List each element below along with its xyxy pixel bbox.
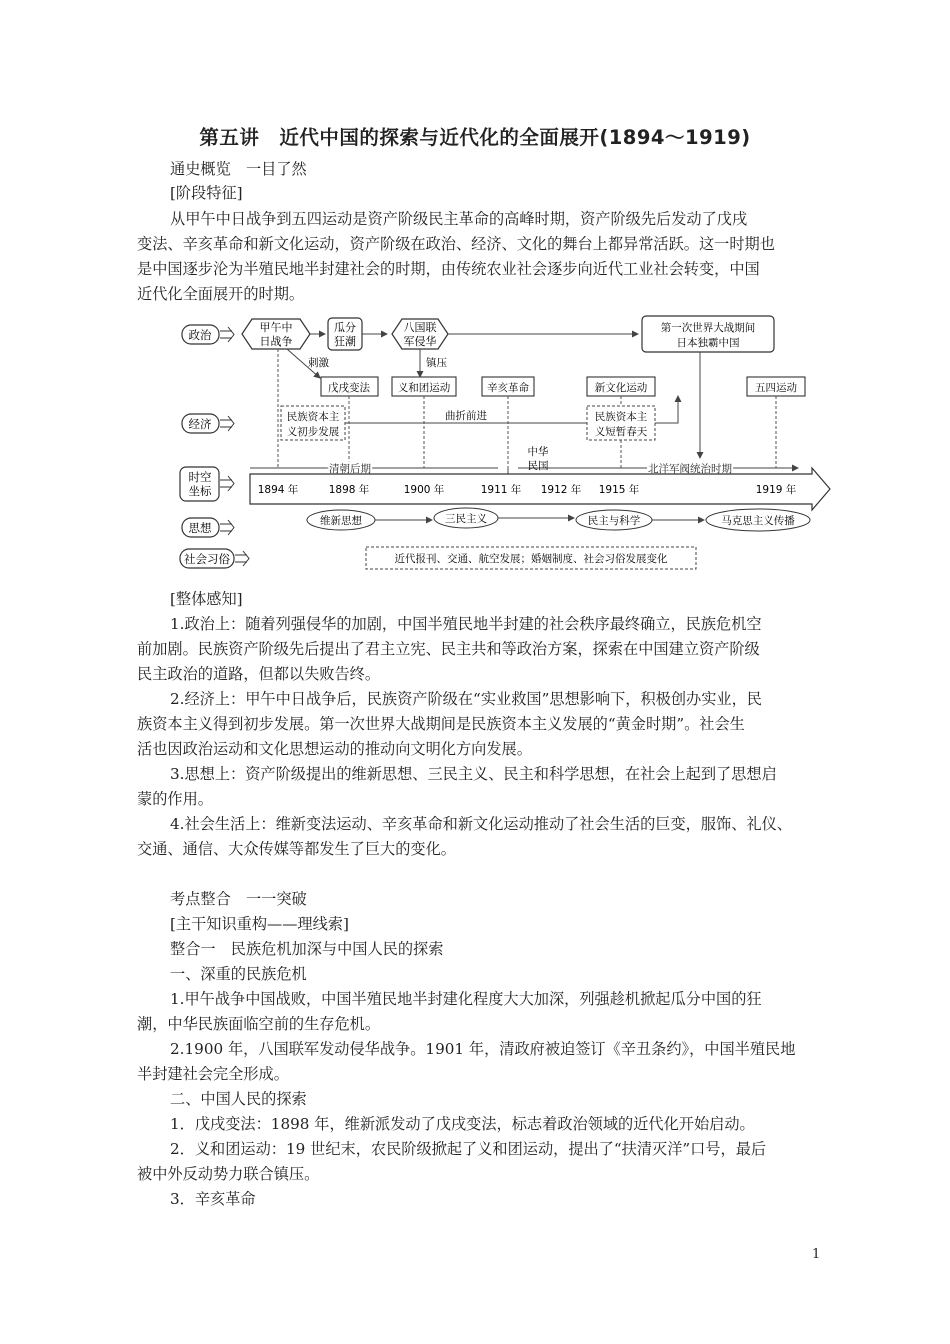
social-change-text: 近代报刊、交通、航空发展；婚姻制度、社会习俗发展变化 xyxy=(394,553,668,565)
point-heading: 二、中国人民的探索 xyxy=(170,1090,307,1108)
overall-line: 3.思想上：资产阶级提出的维新思想、三民主义、民主和科学思想，在社会上起到了思想启 xyxy=(170,765,777,783)
body-line: 2.1900 年，八国联军发动侵华战争。1901 年，清政府被迫签订《辛丑条约》，中国半殖民地 xyxy=(170,1040,796,1058)
body-line: 1．戊戌变法：1898 年，维新派发动了戊戌变法，标志着政治领域的近代化开始启动。 xyxy=(170,1115,755,1133)
svg-text:清朝后期: 清朝后期 xyxy=(329,463,371,475)
body-line: 被中外反动势力联合镇压。 xyxy=(137,1165,320,1183)
overall-line: 1.政治上：随着列强侵华的加剧，中国半殖民地半封建的社会秩序最终确立，民族危机空 xyxy=(170,615,762,633)
event-new-culture: 新文化运动 xyxy=(594,382,648,394)
topic-heading: 整合一 民族危机加深与中国人民的探索 xyxy=(170,940,444,958)
svg-text:1912 年: 1912 年 xyxy=(540,484,582,496)
svg-text:1898 年: 1898 年 xyxy=(328,484,370,496)
svg-text:民国: 民国 xyxy=(527,460,549,472)
overall-line: 交通、通信、大众传媒等都发生了巨大的变化。 xyxy=(137,840,456,858)
svg-text:八国联: 八国联 xyxy=(403,321,437,334)
row-label-thought xyxy=(182,518,234,537)
body-line: 潮，中华民族面临空前的生存危机。 xyxy=(137,1015,380,1033)
body-line: 2．义和团运动：19 世纪末，农民阶级掀起了义和团运动，提出了“扶清灭洋”口号，最后 xyxy=(170,1140,767,1158)
svg-text:1915 年: 1915 年 xyxy=(598,484,640,496)
svg-text:1919 年: 1919 年 xyxy=(755,484,797,496)
svg-text:民族资本主: 民族资本主 xyxy=(594,411,648,423)
section-heading: 通史概览 一目了然 xyxy=(170,160,307,178)
svg-text:刺激: 刺激 xyxy=(308,357,329,369)
page-title: 第五讲 近代中国的探索与近代化的全面展开(1894～1919) xyxy=(199,126,751,149)
timeline-diagram xyxy=(170,308,840,576)
svg-text:甲午中: 甲午中 xyxy=(259,321,293,334)
overall-line: 族资本主义得到初步发展。第一次世界大战期间是民族资本主义发展的“黄金时期”。社会生 xyxy=(137,715,745,733)
overall-line: 前加剧。民族资产阶级先后提出了君主立宪、民主共和等政治方案，探索在中国建立资产阶级 xyxy=(137,640,760,658)
subsection-heading: [阶段特征] xyxy=(170,184,243,202)
svg-text:日战争: 日战争 xyxy=(259,335,293,348)
body-line: 3．辛亥革命 xyxy=(170,1190,256,1208)
svg-text:第一次世界大战期间: 第一次世界大战期间 xyxy=(660,322,756,334)
svg-text:1911 年: 1911 年 xyxy=(480,484,522,496)
svg-text:镇压: 镇压 xyxy=(426,357,447,369)
point-heading: 一、深重的民族危机 xyxy=(170,965,307,983)
page-number: 1 xyxy=(812,1247,821,1262)
thought-three-principles: 三民主义 xyxy=(445,513,487,525)
svg-text:思想: 思想 xyxy=(188,521,212,535)
overall-line: 2.经济上：甲午中日战争后，民族资产阶级在“实业救国”思想影响下，积极创办实业，民 xyxy=(170,690,762,708)
overall-heading: [整体感知] xyxy=(170,590,243,608)
svg-text:1894 年: 1894 年 xyxy=(257,484,299,496)
event-xinhai: 辛亥革命 xyxy=(487,382,529,394)
overall-line: 民主政治的道路，但都以失败告终。 xyxy=(137,665,380,683)
event-boxer: 义和团运动 xyxy=(397,382,451,394)
row-label-social xyxy=(180,549,249,568)
svg-text:曲折前进: 曲折前进 xyxy=(445,410,487,422)
svg-text:坐标: 坐标 xyxy=(188,484,212,498)
intro-line: 近代化全面展开的时期。 xyxy=(137,285,305,303)
svg-text:政治: 政治 xyxy=(188,328,212,342)
svg-text:经济: 经济 xyxy=(188,417,212,431)
svg-text:时空: 时空 xyxy=(188,470,212,484)
overall-line: 4.社会生活上：维新变法运动、辛亥革命和新文化运动推动了社会生活的巨变，服饰、礼仪、 xyxy=(170,815,792,833)
body-line: 半封建社会完全形成。 xyxy=(137,1065,289,1083)
thought-reform: 维新思想 xyxy=(320,515,362,527)
body-line: 1.甲午战争中国战败，中国半殖民地半封建化程度大大加深，列强趁机掀起瓜分中国的狂 xyxy=(170,990,762,1008)
thought-democracy-science: 民主与科学 xyxy=(587,515,641,527)
intro-line: 变法、辛亥革命和新文化运动，资产阶级在政治、经济、文化的舞台上都异常活跃。这一时期也 xyxy=(137,235,775,253)
overall-line: 活也因政治运动和文化思想运动的推动向文明化方向发展。 xyxy=(137,740,532,758)
svg-text:北洋军阀统治时期: 北洋军阀统治时期 xyxy=(648,463,732,475)
svg-text:军侵华: 军侵华 xyxy=(403,335,437,348)
event-may-fourth: 五四运动 xyxy=(755,382,797,394)
svg-text:义短暂春天: 义短暂春天 xyxy=(594,426,648,438)
svg-text:社会习俗: 社会习俗 xyxy=(184,552,230,566)
row-label-economy xyxy=(182,414,234,433)
svg-text:民族资本主: 民族资本主 xyxy=(286,411,340,423)
section-heading: 考点整合 一一突破 xyxy=(170,890,307,908)
thought-marxism: 马克思主义传播 xyxy=(721,515,795,527)
svg-text:中华: 中华 xyxy=(527,446,549,458)
subsection-heading: [主干知识重构——理线索] xyxy=(170,915,349,933)
row-label-politics xyxy=(182,325,234,344)
event-wuxu: 戊戌变法 xyxy=(328,382,370,394)
row-label-timecoord xyxy=(180,467,234,501)
svg-text:1900 年: 1900 年 xyxy=(403,484,445,496)
intro-line: 从甲午中日战争到五四运动是资产阶级民主革命的高峰时期，资产阶级先后发动了戊戌 xyxy=(170,210,748,228)
svg-text:义初步发展: 义初步发展 xyxy=(286,426,340,438)
svg-text:狂潮: 狂潮 xyxy=(334,335,356,348)
svg-text:瓜分: 瓜分 xyxy=(334,321,356,334)
svg-text:日本独霸中国: 日本独霸中国 xyxy=(676,337,740,349)
intro-line: 是中国逐步沦为半殖民地半封建社会的时期，由传统农业社会逐步向近代工业社会转变，中国 xyxy=(137,260,760,278)
overall-line: 蒙的作用。 xyxy=(137,790,213,808)
